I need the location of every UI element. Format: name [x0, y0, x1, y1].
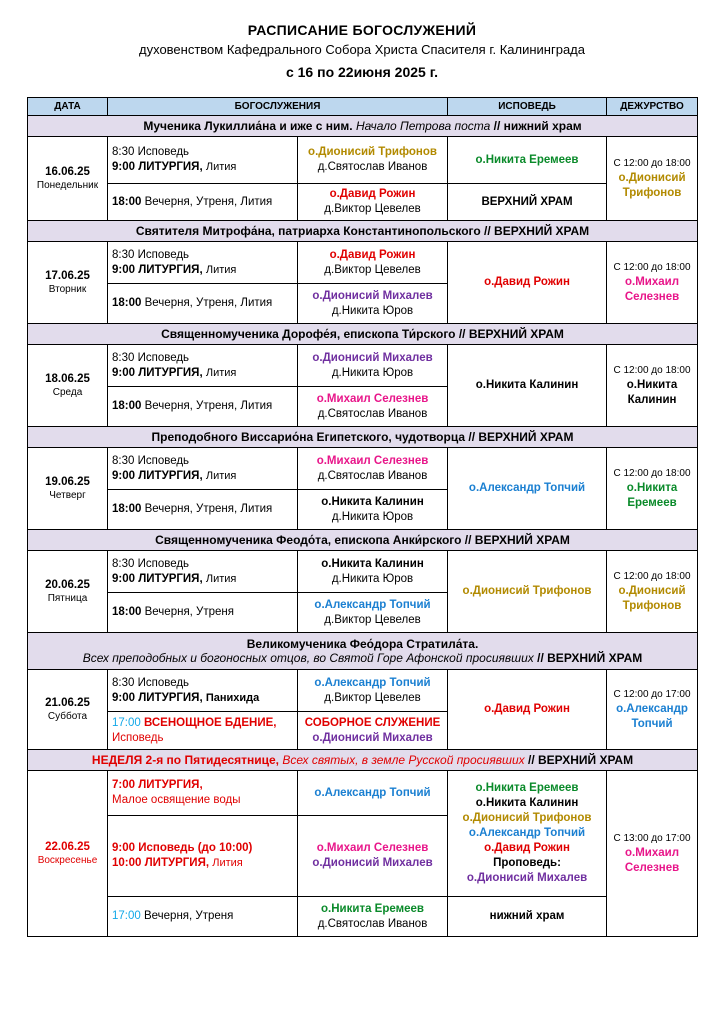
- duty-cell: С 13:00 до 17:00 о.Михаил Селезнев: [607, 771, 698, 937]
- table-row: [28, 137, 698, 184]
- table-row: [28, 771, 698, 816]
- confession-cell: о.Александр Топчий: [448, 448, 607, 530]
- table-row: [28, 551, 698, 593]
- feast-row: [28, 221, 698, 242]
- feast-row: [28, 427, 698, 448]
- date-cell: 21.06.25 Суббота: [28, 670, 108, 750]
- table-header-row: [28, 98, 698, 116]
- clergy-cell: о.Дионисий Михалев д.Никита Юров: [298, 284, 448, 324]
- schedule-period: с 16 по 22июня 2025 г.: [285, 64, 439, 80]
- date-cell: 19.06.25 Четверг: [28, 448, 108, 530]
- date-cell: 16.06.25 Понедельник: [28, 137, 108, 221]
- service-cell: 18:00 Вечерня, Утреня, Лития: [108, 387, 298, 427]
- clergy-cell: о.Давид Рожин д.Виктор Цевелев: [298, 184, 448, 221]
- date-cell: 17.06.25 Вторник: [28, 242, 108, 324]
- feast-title: Священномученика Дорофе́я, епископа Ти́рского // ВЕРХНИЙ ХРАМ: [28, 324, 698, 345]
- col-header-duty: ДЕЖУРСТВО: [607, 98, 698, 116]
- clergy-cell: о.Дионисий Михалев д.Никита Юров: [298, 345, 448, 387]
- table-row: [28, 670, 698, 712]
- clergy-cell: о.Александр Топчий д.Виктор Цевелев: [298, 670, 448, 712]
- service-cell: 17:00 Вечерня, Утреня: [108, 897, 298, 937]
- schedule-subtitle: духовенством Кафедрального Собора Христа Спасителя г. Калининграда: [139, 42, 585, 57]
- duty-cell: С 12:00 до 18:00 о.Никита Калинин: [607, 345, 698, 427]
- duty-cell: С 12:00 до 17:00 о.Александр Топчий: [607, 670, 698, 750]
- clergy-cell: о.Михаил Селезнев д.Святослав Иванов: [298, 448, 448, 490]
- date-cell: 22.06.25 Воскресенье: [28, 771, 108, 937]
- feast-title: НЕДЕЛЯ 2-я по Пятидесятнице, Всех святых, в земле Русской просиявших // ВЕРХНИЙ ХРАМ: [28, 750, 698, 771]
- table-row: [28, 242, 698, 284]
- col-header-services: БОГОСЛУЖЕНИЯ: [108, 98, 448, 116]
- duty-cell: С 12:00 до 18:00 о.Дионисий Трифонов: [607, 137, 698, 221]
- clergy-cell: о.Михаил Селезнев о.Дионисий Михалев: [298, 816, 448, 897]
- service-cell: 8:30 Исповедь 9:00 ЛИТУРГИЯ, Лития: [108, 345, 298, 387]
- confession-cell: о.Никита Еремеев: [448, 137, 607, 184]
- date-cell: 20.06.25 Пятница: [28, 551, 108, 633]
- feast-title: Великомученика Фео́дора Стратила́та. Всех преподобных и богоносных отцов, во Святой Горе Афонской просиявших // ВЕРХНИЙ ХРАМ: [28, 633, 698, 670]
- clergy-cell: о.Михаил Селезнев д.Святослав Иванов: [298, 387, 448, 427]
- service-cell: 8:30 Исповедь 9:00 ЛИТУРГИЯ, Лития: [108, 551, 298, 593]
- service-cell: 8:30 Исповедь 9:00 ЛИТУРГИЯ, Лития: [108, 137, 298, 184]
- clergy-cell: о.Никита Калинин д.Никита Юров: [298, 551, 448, 593]
- table-row: [28, 897, 698, 937]
- clergy-cell: о.Никита Калинин д.Никита Юров: [298, 490, 448, 530]
- clergy-cell: о.Давид Рожин д.Виктор Цевелев: [298, 242, 448, 284]
- confession-cell: о.Давид Рожин: [448, 670, 607, 750]
- confession-cell: о.Дионисий Трифонов: [448, 551, 607, 633]
- confession-cell: о.Никита Еремеев о.Никита Калинин о.Дионисий Трифонов о.Александр Топчий о.Давид Рожин Проповедь: о.Дионисий Михалев: [448, 771, 607, 897]
- table-row: [28, 184, 698, 221]
- clergy-cell: о.Никита Еремеев д.Святослав Иванов: [298, 897, 448, 937]
- date-cell: 18.06.25 Среда: [28, 345, 108, 427]
- schedule-title: РАСПИСАНИЕ БОГОСЛУЖЕНИЙ: [247, 22, 477, 38]
- feast-title: Мученика Лукиллиа́на и иже с ним. Начало Петрова поста // нижний храм: [28, 116, 698, 137]
- service-cell: 8:30 Исповедь 9:00 ЛИТУРГИЯ, Панихида: [108, 670, 298, 712]
- confession-cell: о.Никита Калинин: [448, 345, 607, 427]
- service-cell: 7:00 ЛИТУРГИЯ, Малое освящение воды: [108, 771, 298, 816]
- duty-cell: С 12:00 до 18:00 о.Никита Еремеев: [607, 448, 698, 530]
- confession-cell: нижний храм: [448, 897, 607, 937]
- duty-cell: С 12:00 до 18:00 о.Михаил Селезнев: [607, 242, 698, 324]
- col-header-confession: ИСПОВЕДЬ: [448, 98, 607, 116]
- service-cell: 18:00 Вечерня, Утреня, Лития: [108, 490, 298, 530]
- feast-row: [28, 750, 698, 771]
- feast-title: Святителя Митрофа́на, патриарха Константинопольского // ВЕРХНИЙ ХРАМ: [28, 221, 698, 242]
- schedule-table: [27, 97, 698, 937]
- confession-cell: ВЕРХНИЙ ХРАМ: [448, 184, 607, 221]
- clergy-cell: СОБОРНОЕ СЛУЖЕНИЕ о.Дионисий Михалев: [298, 712, 448, 750]
- feast-row: [28, 324, 698, 345]
- service-cell: 18:00 Вечерня, Утреня: [108, 593, 298, 633]
- feast-title: Преподобного Виссарио́на Египетского, чудотворца // ВЕРХНИЙ ХРАМ: [28, 427, 698, 448]
- service-cell: 8:30 Исповедь 9:00 ЛИТУРГИЯ, Лития: [108, 448, 298, 490]
- confession-cell: о.Давид Рожин: [448, 242, 607, 324]
- service-cell: 18:00 Вечерня, Утреня, Лития: [108, 184, 298, 221]
- service-cell: 9:00 Исповедь (до 10:00) 10:00 ЛИТУРГИЯ, Лития: [108, 816, 298, 897]
- feast-row: [28, 633, 698, 670]
- col-header-date: ДАТА: [28, 98, 108, 116]
- feast-title: Священномученика Феодо́та, епископа Анки́рского // ВЕРХНИЙ ХРАМ: [28, 530, 698, 551]
- duty-cell: С 12:00 до 18:00 о.Дионисий Трифонов: [607, 551, 698, 633]
- clergy-cell: о.Дионисий Трифонов д.Святослав Иванов: [298, 137, 448, 184]
- service-cell: 8:30 Исповедь 9:00 ЛИТУРГИЯ, Лития: [108, 242, 298, 284]
- table-row: [28, 448, 698, 490]
- clergy-cell: о.Александр Топчий д.Виктор Цевелев: [298, 593, 448, 633]
- table-row: [28, 345, 698, 387]
- service-cell: 18:00 Вечерня, Утреня, Лития: [108, 284, 298, 324]
- clergy-cell: о.Александр Топчий: [298, 771, 448, 816]
- service-cell: 17:00 ВСЕНОЩНОЕ БДЕНИЕ, Исповедь: [108, 712, 298, 750]
- feast-row: [28, 116, 698, 137]
- feast-row: [28, 530, 698, 551]
